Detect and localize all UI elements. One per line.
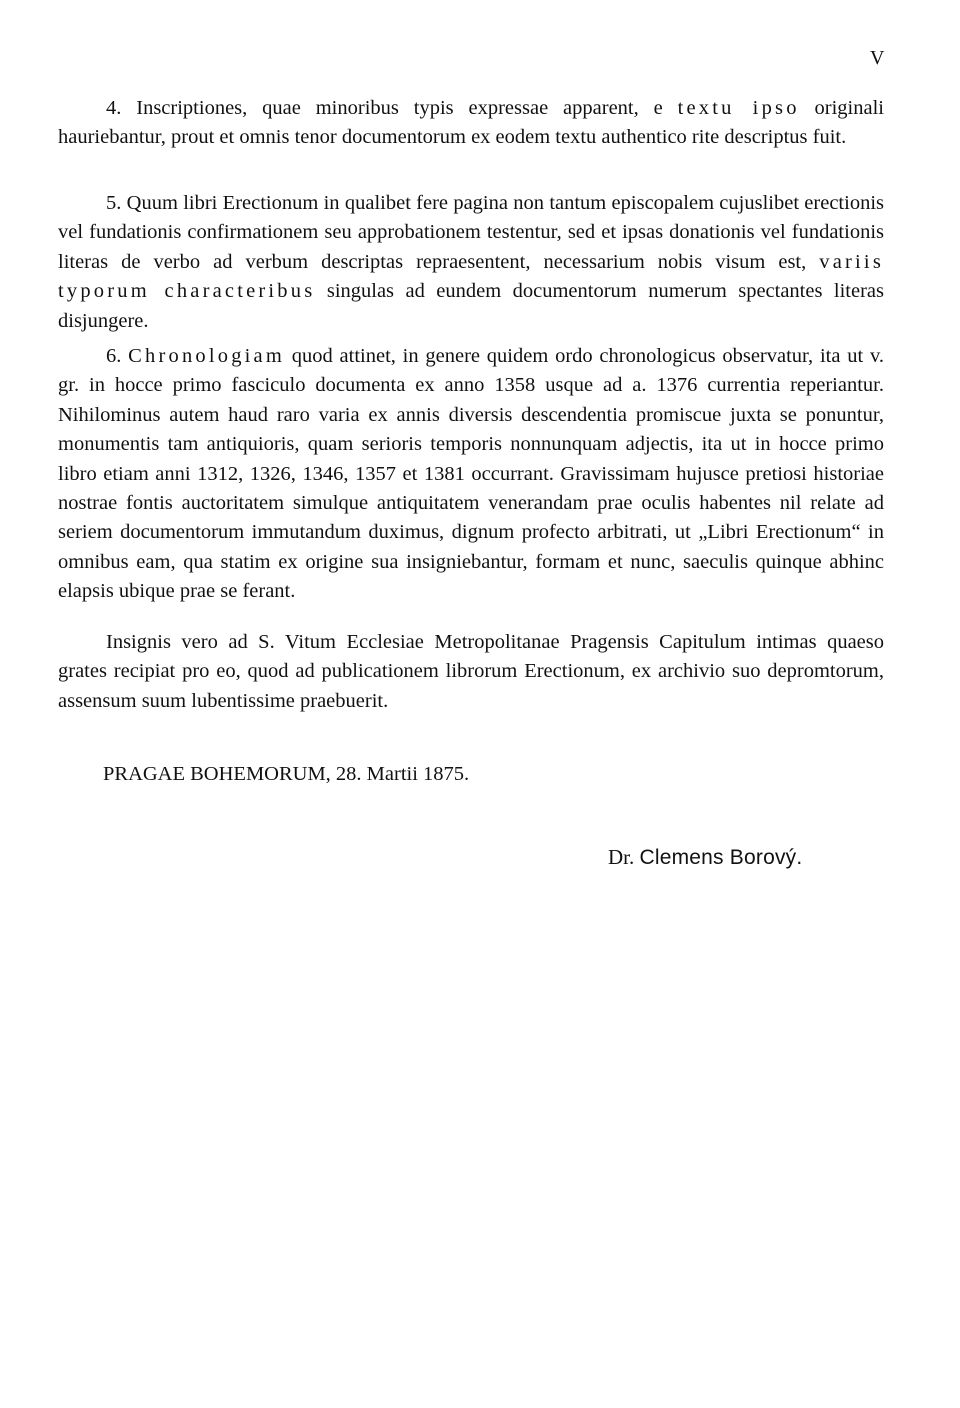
place-date-line: PRAGAE BOHEMORUM, 28. Martii 1875. bbox=[103, 763, 470, 785]
paragraph-4-text-c: originali hauriebantur, prout et omnis tenor documentorum ex eodem textu authentico rite descriptus fuit. bbox=[58, 97, 884, 149]
page-number: V bbox=[870, 47, 885, 69]
paragraph-6-text-c: quod attinet, in genere quidem ordo chronologicus observatur, ita ut v. gr. in hocce primo fasciculo documenta ex anno 1358 usque ad a. 1376 currentia reperiantur. Nihilominus autem haud raro varia ex annis diversis descendentia promiscue juxta se ponuntur, monumentis tam antiquioris, quam serioris temporis nonnunquam adjectis, ita ut in hocce primo libro etiam anni 1312, 1326, 1346, 1357 et 1381 occurrant. Gravissimam hujusce pretiosi historiae nostrae fontis auctoritatem simulque antiquitatem venerandam prae oculis habentes nil relate ad seriem documentorum immutandum duximus, dignum profecto arbitrati, ut „Libri Erectionum“ in omnibus eam, qua statim ex origine sua insigniebantur, formam et nunc, saeculis quinque abhinc elapsis ubique prae se ferant. bbox=[58, 345, 884, 603]
signature-name: Clemens Borový. bbox=[639, 846, 803, 869]
paragraph-4-text-a: 4. Inscriptiones, quae minoribus typis expressae apparent, e bbox=[106, 97, 678, 119]
paragraph-6-text-a: 6. bbox=[106, 345, 129, 367]
paragraph-5-text-c: singulas ad eundem documentorum numerum spectantes literas disjungere. bbox=[58, 280, 884, 332]
paragraph-4-spaced-text: textu ipso bbox=[677, 97, 800, 119]
signature bbox=[608, 843, 802, 872]
signature-title: Dr. bbox=[608, 845, 635, 869]
paragraph-6-spaced-text: Chronologiam bbox=[128, 345, 285, 367]
paragraph-5 bbox=[58, 189, 884, 336]
paragraph-4 bbox=[58, 94, 884, 153]
paragraph-6 bbox=[58, 342, 884, 607]
paragraph-5-spaced-text: variis typorum characteribus bbox=[58, 250, 884, 303]
paragraph-5-text-a: 5. Quum libri Erectionum in qualibet fere pagina non tantum episcopalem cujuslibet erectionis vel fundationis confirmationem seu approbationem testentur, sed et ipsas donationis vel fundationis literas de verbo ad verbum descriptas repraesentent, necessarium nobis visum est, bbox=[58, 192, 884, 273]
paragraph-7 bbox=[58, 628, 884, 716]
paragraph-7-text: Insignis vero ad S. Vitum Ecclesiae Metropolitanae Pragensis Capitulum intimas quaeso grates recipiat pro eo, quod ad publicationem librorum Erectionum, ex archivio suo depromtorum, assensum suum lubentissime praebuerit. bbox=[58, 631, 884, 712]
